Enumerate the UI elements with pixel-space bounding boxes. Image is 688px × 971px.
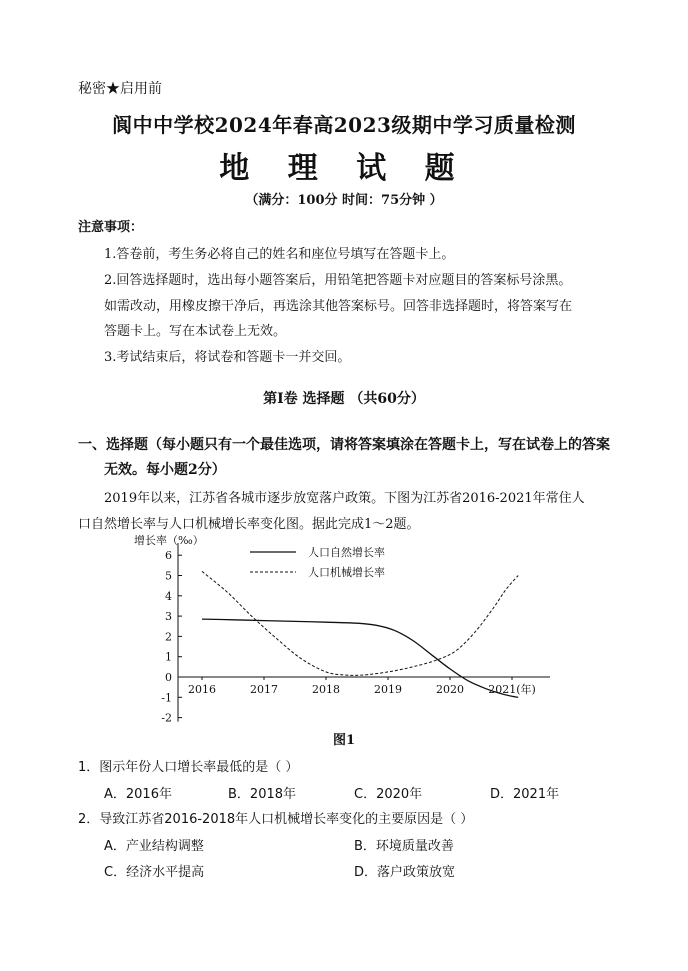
q1-option-b[interactable]: B．2018年 [228,787,297,802]
notice-line: 1.答卷前，考生务必将自己的姓名和座位号填写在答题卡上。 [104,247,455,262]
x-tick-label: 2018 [312,683,340,696]
notice-title: 注意事项： [78,220,144,235]
subject-title: 地 理 试 题 [219,151,469,186]
q2-option-b[interactable]: B．环境质量改善 [354,839,454,854]
secret-label: 秘密★启用前 [78,81,162,97]
part1-heading [78,434,610,454]
y-tick-label: 6 [165,549,172,563]
figure-caption: 图1 [332,733,356,748]
q2-option-c[interactable]: C．经济水平提高 [104,865,205,880]
chart [128,530,558,755]
notice-line: 2.回答选择题时，选出每小题答案后，用铅笔把答题卡对应题目的答案标号涂黑。 [104,273,572,288]
x-tick-label: 2016 [188,683,216,696]
legend-label: 人口机械增长率 [308,566,385,579]
x-tick-label: 2020 [436,683,464,696]
section-title: 第Ⅰ卷 选择题 （共60分） [263,391,425,407]
y-tick-label: 5 [165,569,172,583]
y-tick-label: -2 [161,711,172,725]
x-tick-label: 2019 [374,683,402,696]
exam-info: （满分：100分 时间：75分钟 ） [245,193,443,208]
part1-heading-line2: 无效。每小题2分） [104,462,226,478]
q2-option-d[interactable]: D．落户政策放宽 [354,865,456,880]
y-tick-label: 0 [165,671,172,684]
x-tick-label: 2021(年) [488,683,536,696]
y-tick-label: -1 [161,691,172,705]
intro-line: 2019年以来，江苏省各城市逐步放宽落户政策。下图为江苏省2016-2021年常住人 [104,491,585,506]
part1-heading-bold: 一、选择题 [78,437,148,453]
y-tick-label: 2 [165,630,172,644]
part1-heading-rest: （每小题只有一个最佳选项，请将答案填涂在答题卡上，写在试卷上的答案 [148,437,610,453]
intro-line: 口自然增长率与人口机械增长率变化图。据此完成1～2题。 [78,517,420,532]
question-2-stem: 2．导致江苏省2016-2018年人口机械增长率变化的主要原因是（ ） [78,812,474,827]
notice-line: 3.考试结束后，将试卷和答题卡一并交回。 [104,350,351,365]
legend-label: 人口自然增长率 [308,546,385,559]
notice-line: 如需改动，用橡皮擦干净后，再选涂其他答案标号。回答非选择题时，将答案写在 [104,299,573,314]
q2-option-a[interactable]: A．产业结构调整 [104,839,204,854]
y-tick-label: 1 [165,650,172,664]
x-tick-label: 2017 [250,683,278,696]
q1-option-c[interactable]: C．2020年 [354,787,423,802]
q1-option-d[interactable]: D．2021年 [490,787,560,802]
notice-line: 答题卡上。写在本试卷上无效。 [104,324,287,339]
y-tick-label: 3 [165,610,172,624]
y-tick-label: 4 [165,589,172,603]
chart-svg [128,530,558,755]
q1-option-a[interactable]: A．2016年 [104,787,172,802]
question-1-stem: 1．图示年份人口增长率最低的是（ ） [78,760,299,775]
y-axis-label: 增长率（‰） [134,534,204,547]
exam-title: 阆中中学校2024年春高2023级期中学习质量检测 [112,113,576,137]
